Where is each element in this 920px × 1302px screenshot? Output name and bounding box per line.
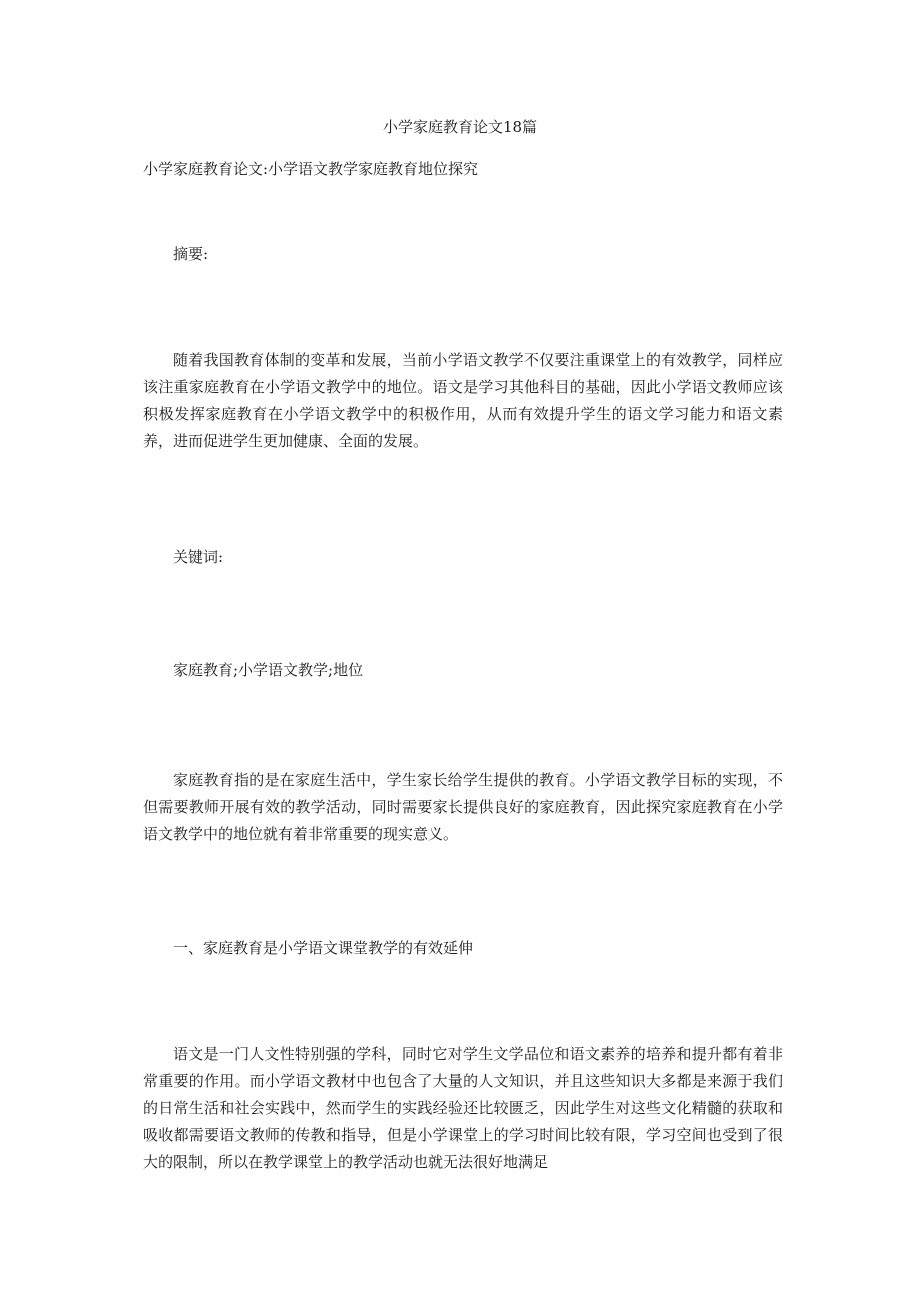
keywords-label: 关键词:: [173, 548, 224, 566]
section-heading: 一、家庭教育是小学语文课堂教学的有效延伸: [173, 939, 474, 957]
intro-text: 家庭教育指的是在家庭生活中，学生家长给学生提供的教育。小学语文教学目标的实现，不但需要教师开展有效的教学活动，同时需要家长提供良好的家庭教育，因此探究家庭教育在小学语文教学中的地位就有着非常重要的现实意义。: [143, 771, 783, 843]
keywords-text: 家庭教育;小学语文教学;地位: [173, 661, 364, 679]
section-paragraph: [143, 1041, 783, 1176]
article-title: 小学家庭教育论文:小学语文教学家庭教育地位探究: [143, 160, 479, 178]
intro-paragraph: [143, 767, 783, 848]
document-title: 小学家庭教育论文18篇: [382, 118, 538, 136]
section-text: 语文是一门人文性特别强的学科，同时它对学生文学品位和语文素养的培养和提升都有着非常重要的作用。而小学语文教材中也包含了大量的人文知识，并且这些知识大多都是来源于我们的日常生活和社会实践中，然而学生的实践经验还比较匮乏，因此学生对这些文化精髓的获取和吸收都需要语文教师的传教和指导，但是小学课堂上的学习时间比较有限，学习空间也受到了很大的限制，所以在教学课堂上的教学活动也就无法很好地满足: [143, 1045, 783, 1171]
abstract-paragraph: [143, 347, 783, 455]
abstract-label: 摘要:: [173, 245, 209, 263]
abstract-text: 随着我国教育体制的变革和发展，当前小学语文教学不仅要注重课堂上的有效教学，同样应该注重家庭教育在小学语文教学中的地位。语文是学习其他科目的基础，因此小学语文教师应该积极发挥家庭教育在小学语文教学中的积极作用，从而有效提升学生的语文学习能力和语文素养，进而促进学生更加健康、全面的发展。: [143, 351, 783, 450]
